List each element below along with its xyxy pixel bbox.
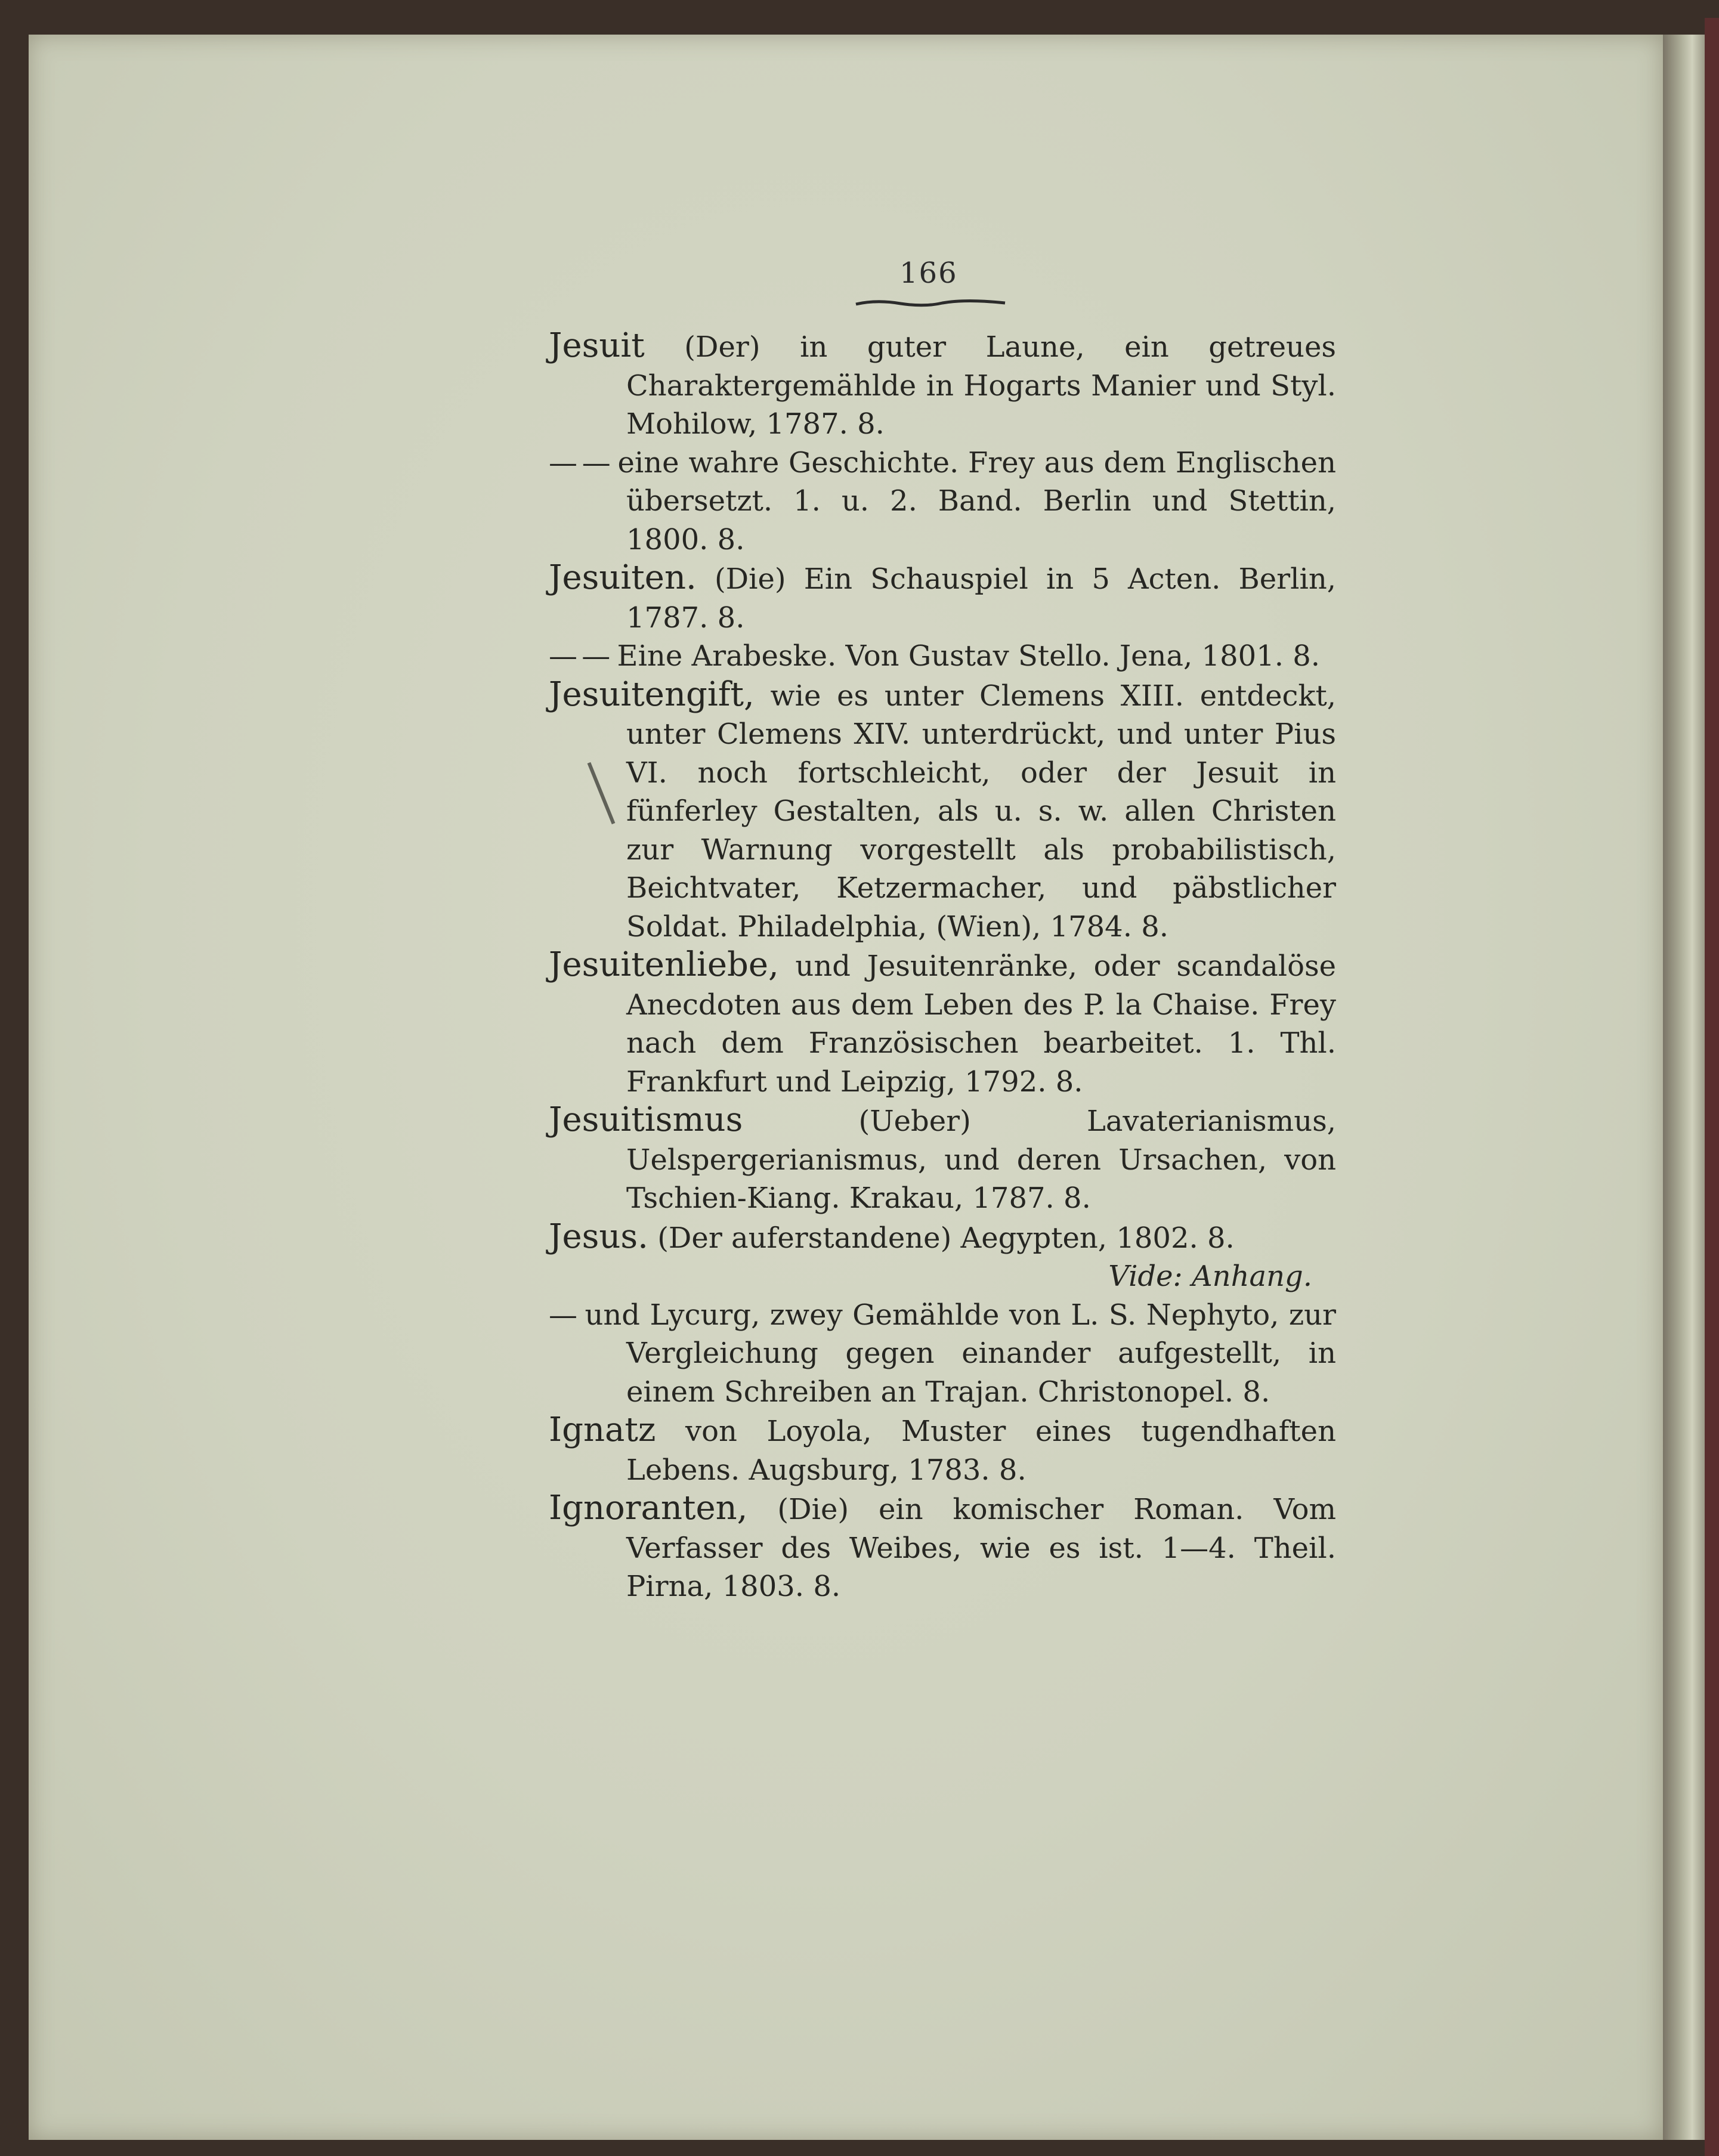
entry-jesuiten xyxy=(549,559,1336,637)
entry-headword: Jesuitenliebe, xyxy=(549,945,779,984)
entry-headword: Jesuiten. xyxy=(549,558,697,597)
entry-jesuiten-arabeske xyxy=(549,637,1336,676)
entry-text: und Lycurg, zwey Gemählde von L. S. Nephyto, zur Vergleichung gegen einander aufgestellt, in einem Schreiben an Trajan. Christonopel. 8. xyxy=(575,1298,1336,1409)
entry-ignatz xyxy=(549,1411,1336,1489)
entry-dash: — xyxy=(549,1298,575,1332)
entry-text: (Der auferstandene) Aegypten, 1802. 8. xyxy=(648,1221,1235,1255)
book-cover-edge xyxy=(1705,18,1719,2156)
bibliography-list xyxy=(549,327,1336,1606)
page-number: 166 xyxy=(899,256,958,290)
ornament-rule xyxy=(853,298,1008,308)
vide-reference: Vide: Anhang. xyxy=(1108,1260,1312,1293)
entry-ignoranten xyxy=(549,1489,1336,1606)
entry-text: von Loyola, Muster eines tugendhaften Lebens. Augsburg, 1783. 8. xyxy=(626,1415,1336,1487)
entry-text: und Jesuitenränke, oder scandalöse Anecdoten aus dem Leben des P. la Chaise. Frey nach dem Französischen bearbeitet. 1. Thl. Frankfurt und Leipzig, 1792. 8. xyxy=(626,949,1336,1099)
entry-jesuit xyxy=(549,327,1336,444)
entry-jesuitismus xyxy=(549,1101,1336,1218)
entry-jesuitenliebe xyxy=(549,946,1336,1101)
entry-jesus xyxy=(549,1218,1336,1258)
entry-headword: Jesus. xyxy=(549,1217,648,1256)
entry-jesuit-wahre-geschichte xyxy=(549,444,1336,559)
entry-jesus-lycurg xyxy=(549,1296,1336,1412)
entry-text: (Ueber) Lavaterianismus, Uelspergerianismus, und deren Ursachen, von Tschien-Kiang. Krakau, 1787. 8. xyxy=(626,1105,1336,1215)
entry-headword: Ignoranten, xyxy=(549,1489,748,1527)
entry-text: wie es unter Clemens XIII. entdeckt, unter Clemens XIV. unterdrückt, und unter Pius VI. noch fortschleicht, oder der Jesuit in fünferley Gestalten, als u. s. w. allen Christen zur Warnung vorgestellt als probabilistisch, Beichtvater, Ketzermacher, und päbstlicher Soldat. Philadelphia, (Wien), 1784. 8. xyxy=(626,679,1336,944)
book-gutter xyxy=(1663,35,1705,2140)
entry-text: Eine Arabeske. Von Gustav Stello. Jena, 1801. 8. xyxy=(608,639,1321,673)
entry-text: (Die) Ein Schauspiel in 5 Acten. Berlin, 1787. 8. xyxy=(626,562,1336,635)
entry-dash: — — xyxy=(549,446,608,480)
entry-dash: — — xyxy=(549,639,608,673)
entry-headword: Ignatz xyxy=(549,1410,656,1449)
entry-jesuitengift xyxy=(549,676,1336,946)
entry-headword: Jesuitismus xyxy=(549,1100,743,1139)
entry-headword: Jesuitengift, xyxy=(549,675,755,714)
entry-text: (Der) in guter Laune, ein getreues Charaktergemählde in Hogarts Manier und Styl. Mohilow, 1787. 8. xyxy=(626,330,1336,441)
entry-headword: Jesuit xyxy=(549,326,645,365)
entry-text: eine wahre Geschichte. Frey aus dem Englischen übersetzt. 1. u. 2. Band. Berlin und Stettin, 1800. 8. xyxy=(608,446,1336,556)
entry-text: (Die) ein komischer Roman. Vom Verfasser des Weibes, wie es ist. 1—4. Theil. Pirna, 1803. 8. xyxy=(626,1493,1336,1603)
